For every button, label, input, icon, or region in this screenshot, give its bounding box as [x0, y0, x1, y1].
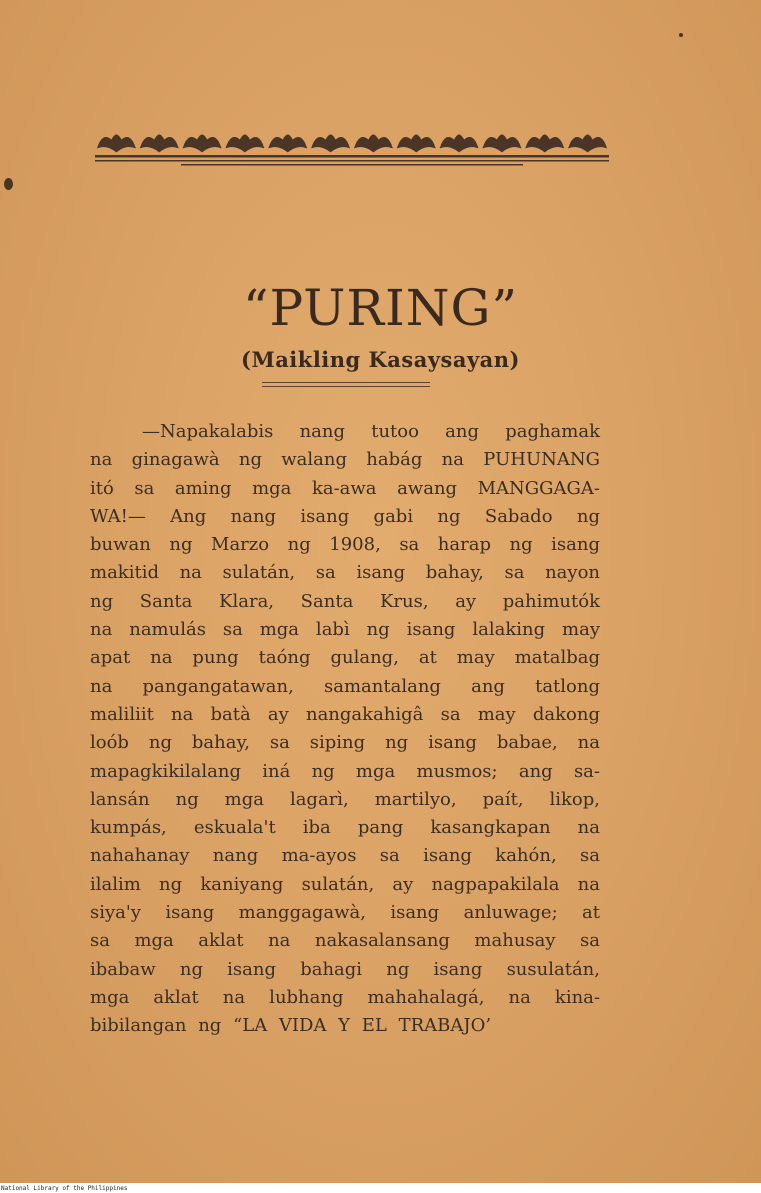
- body-line: WA!— Ang nang isang gabi ng Sabado ng: [90, 505, 600, 527]
- body-line: na pangangatawan, samantalang ang tatlong: [90, 675, 600, 697]
- body-line: makitid na sulatán, sa isang bahay, sa nayon: [90, 562, 600, 584]
- ornament-dot: [500, 135, 504, 139]
- ornament-dot: [114, 135, 118, 139]
- body-line: —Napakalabis nang tutoo ang paghamak: [142, 421, 600, 442]
- body-line: na ginagawà ng walang habág na PUHUNANG: [90, 449, 600, 471]
- body-line: kumpás, eskuala't iba pang kasangkapan na: [90, 817, 600, 839]
- body-line: ilalim ng kaniyang sulatán, ay nagpapakilala na: [90, 873, 600, 895]
- decorative-ornament-band: [95, 128, 609, 170]
- body-line: siya'y isang manggagawà, isang anluwage; at: [90, 902, 600, 924]
- ornament-dot: [243, 135, 247, 139]
- ornament-dot: [329, 135, 333, 139]
- library-credit: National Library of the Philippines: [1, 1185, 128, 1192]
- body-line: buwan ng Marzo ng 1908, sa harap ng isang: [90, 534, 600, 556]
- body-line: sa mga aklat na nakasalansang mahusay sa: [90, 930, 600, 952]
- ornament-dot: [157, 135, 161, 139]
- body-line: mga aklat na lubhang mahahalagá, na kina-: [90, 986, 600, 1008]
- ornament-dot: [200, 135, 204, 139]
- ornament-dot: [543, 135, 547, 139]
- body-line: loób ng bahay, sa siping ng isang babae, na: [90, 732, 600, 754]
- paper-speck: [679, 33, 683, 37]
- body-line: apat na pung taóng gulang, at may matalbag: [90, 647, 600, 669]
- ornament-dot: [286, 135, 290, 139]
- body-line: mapagkikilalang iná ng mga musmos; ang sa-: [90, 760, 600, 782]
- story-title: “PURING”: [242, 279, 519, 337]
- body-line: ibabaw ng isang bahagi ng isang susulatán,: [90, 958, 600, 980]
- ornament-dot: [457, 135, 461, 139]
- body-line: maliliit na batà ay nangakahigâ sa may dakong: [90, 703, 600, 725]
- body-line: lansán ng mga lagarì, martilyo, paít, likop,: [90, 788, 600, 810]
- ornament-dot: [371, 135, 375, 139]
- footer-bar: [0, 1183, 761, 1193]
- body-line: itó sa aming mga ka-awa awang MANGGAGA-: [90, 477, 600, 499]
- subtitle-double-rule: [262, 382, 430, 387]
- ornament-dot: [414, 135, 418, 139]
- story-subtitle: (Maikling Kasaysayan): [241, 347, 520, 372]
- ornament-dot: [586, 135, 590, 139]
- paper-speck: [4, 178, 13, 190]
- body-line: na namulás sa mga labì ng isang lalaking may: [90, 619, 600, 641]
- body-line: bibilangan ng “LA VIDA Y EL TRABAJO’: [90, 1015, 492, 1037]
- body-line: nahahanay nang ma-ayos sa isang kahón, sa: [90, 845, 600, 867]
- story-body: [90, 418, 600, 1041]
- body-line: ng Santa Klara, Santa Krus, ay pahimutók: [90, 590, 600, 612]
